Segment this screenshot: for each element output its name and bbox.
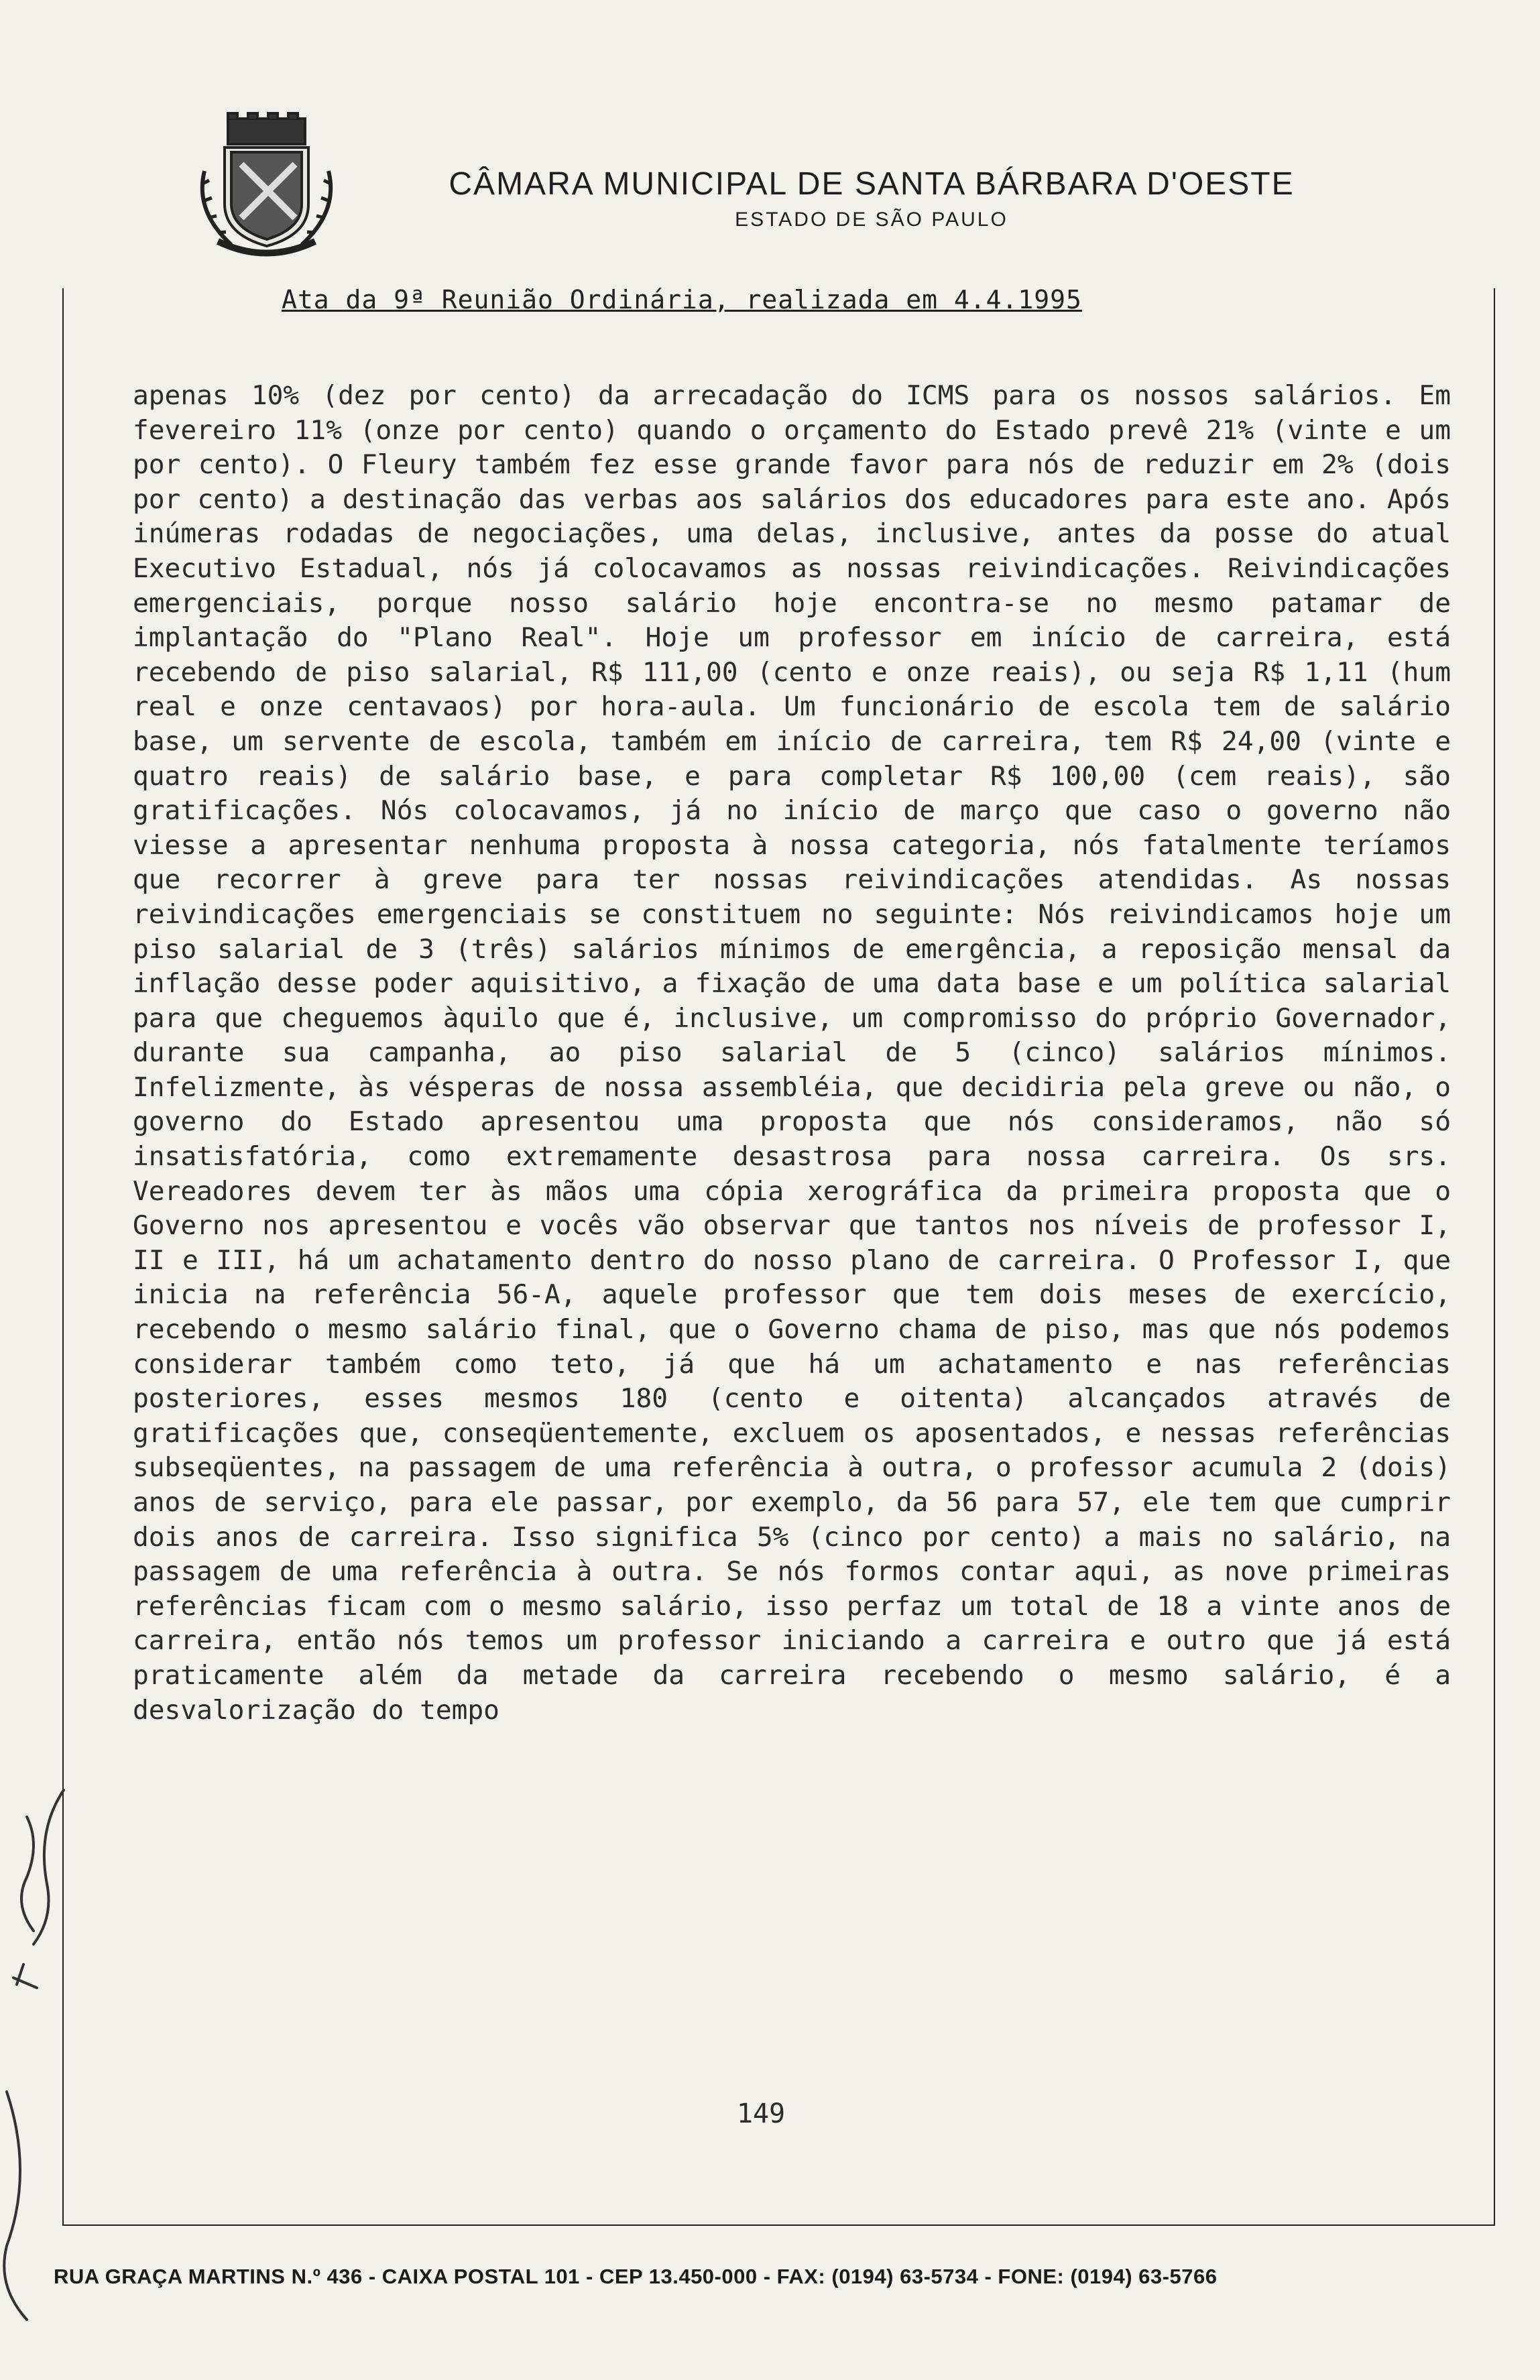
state-name: ESTADO DE SÃO PAULO bbox=[735, 209, 1008, 231]
letterhead bbox=[375, 164, 1368, 231]
page-number: 149 bbox=[736, 2098, 786, 2129]
document-body bbox=[133, 379, 1451, 1728]
body-paragraph: apenas 10% (dez por cento) da arrecadação do ICMS para os nossos salários. Em fevereiro 11% (onze por cento) quando o orçamento do Estado prevê 21% (vinte e um por cento). O Fleury também fez esse grande favor para nós de reduzir em 2% (dois por cento) a destinação das verbas aos salários dos educadores para este ano. Após inúmeras rodadas de negociações, uma delas, inclusive, antes da posse do atual Executivo Estadual, nós já colocavamos as nossas reivindicações. Reivindicações emergenciais, porque nosso salário hoje encontra-se no mesmo patamar de implantação do "Plano Real". Hoje um professor em início de carreira, está recebendo de piso salarial, R$ 111,00 (cento e onze reais), ou seja R$ 1,11 (hum real e onze centavaos) por hora-aula. Um funcionário de escola tem de salário base, um servente de escola, também em início de carreira, tem R$ 24,00 (vinte e quatro reais) de salário base, e para completar R$ 100,00 (cem reais), são gratificações. Nós colocavamos, já no início de março que caso o governo não viesse a apresentar nenhuma proposta à nossa categoria, nós fatalmente teríamos que recorrer à greve para ter nossas reivindicações atendidas. As nossas reivindicações emergenciais se constituem no seguinte: Nós reivindicamos hoje um piso salarial de 3 (três) salários mínimos de emergência, a reposição mensal da inflação desse poder aquisitivo, a fixação de uma data base e um política salarial para que cheguemos àquilo que é, inclusive, um compromisso do próprio Governador, durante sua campanha, ao piso salarial de 5 (cinco) salários mínimos. Infelizmente, às vésperas de nossa assembléia, que decidiria pela greve ou não, o governo do Estado apresentou uma proposta que nós consideramos, não só insatisfatória, como extremamente desastrosa para nossa carreira. Os srs. Vereadores devem ter às mãos uma cópia xerográfica da primeira proposta que o Governo nos apresentou e vocês vão observar que tantos nos níveis de professor I, II e III, há um achatamento dentro do nosso plano de carreira. O Professor I, que inicia na referência 56-A, aquele professor que tem dois meses de exercício, recebendo o mesmo salário final, que o Governo chama de piso, mas que nós podemos considerar também como teto, já que há um achatamento e nas referências posteriores, esses mesmos 180 (cento e oitenta) alcançados através de gratificações que, conseqüentemente, excluem os aposentados, e nessas referências subseqüentes, na passagem de uma referência à outra, o professor acumula 2 (dois) anos de serviço, para ele passar, por exemplo, da 56 para 57, ele tem que cumprir dois anos de carreira. Isso significa 5% (cinco por cento) a mais no salário, na passagem de uma referência à outra. Se nós formos contar aqui, as nove primeiras referências ficam com o mesmo salário, isso perfaz um total de 18 a vinte anos de carreira, então nós temos um professor iniciando a carreira e outro que já está praticamente além da metade da carreira recebendo o mesmo salário, é a desvalorização do tempo bbox=[133, 380, 1451, 1726]
signature-icon bbox=[0, 1716, 80, 2380]
page-frame-right bbox=[1494, 288, 1495, 2226]
document-title: Ata da 9ª Reunião Ordinária, realizada em 4.4.1995 bbox=[282, 285, 1082, 314]
institution-name: CÂMARA MUNICIPAL DE SANTA BÁRBARA D'OESTE bbox=[449, 166, 1295, 202]
footer-address: RUA GRAÇA MARTINS N.º 436 - CAIXA POSTAL 101 - CEP 13.450-000 - FAX: (0194) 63-5734 - FONE: (0194) 63-5766 bbox=[54, 2265, 1218, 2288]
coat-of-arms-icon bbox=[191, 111, 342, 258]
page-frame-bottom bbox=[62, 2224, 1495, 2226]
